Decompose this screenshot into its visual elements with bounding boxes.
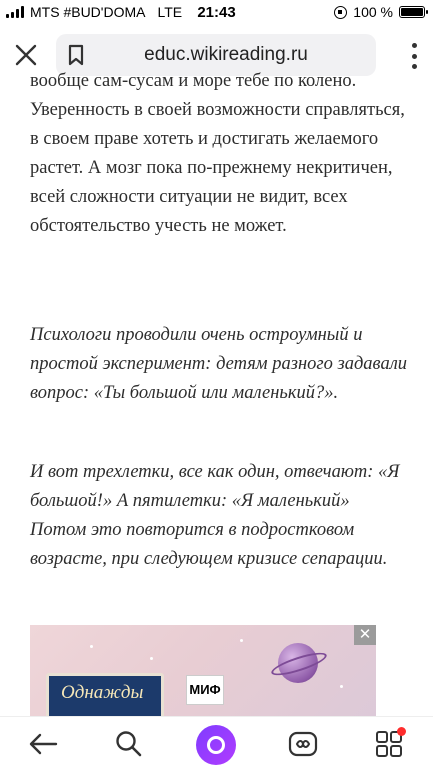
battery-level bbox=[401, 8, 423, 16]
ad-close-button[interactable]: ✕ bbox=[354, 625, 376, 645]
book-title: Однажды bbox=[61, 682, 144, 703]
status-time: 21:43 bbox=[197, 4, 236, 21]
status-left bbox=[6, 4, 182, 20]
star-decoration bbox=[240, 639, 243, 642]
star-decoration bbox=[150, 657, 153, 660]
notification-dot bbox=[397, 727, 406, 736]
ad-banner[interactable] bbox=[30, 625, 376, 723]
back-arrow-icon[interactable] bbox=[26, 727, 60, 761]
services-grid-icon[interactable] bbox=[372, 727, 406, 761]
article-paragraph: вообще сам-сусам и море тебе по колено. Уверенность в своей возможности справляться, в своем праве хотеть и достигать желаемого растет. А мозг пока по-прежнему некритичен, всей сложности ситуации не видит, всех обстоятельство учесть не может. bbox=[30, 71, 405, 236]
article-paragraph-italic: И вот трехлетки, все как один, отвечают: «Я большой!» А пятилетки: «Я маленький» Потом это повторится в подростковом возрасте, при следующем кризисе сепарации. bbox=[30, 462, 400, 569]
article-content bbox=[0, 71, 433, 616]
close-icon[interactable] bbox=[14, 43, 38, 67]
more-vertical-icon[interactable] bbox=[409, 43, 419, 69]
battery-percent: 100 % bbox=[353, 4, 393, 20]
network-type: LTE bbox=[157, 4, 183, 20]
tabs-icon[interactable] bbox=[286, 727, 320, 761]
battery-icon bbox=[399, 6, 425, 18]
status-right bbox=[334, 4, 425, 20]
article-paragraph-italic: Психологи проводили очень остроумный и простой эксперимент: детям разного задавали вопрос: «Ты большой или маленький?». bbox=[30, 325, 408, 403]
url-text[interactable]: educ.wikireading.ru bbox=[144, 44, 308, 65]
star-decoration bbox=[90, 645, 93, 648]
bottom-navigation bbox=[0, 716, 433, 770]
star-decoration bbox=[340, 685, 343, 688]
orientation-lock-icon bbox=[334, 6, 347, 19]
search-icon[interactable] bbox=[112, 727, 146, 761]
carrier-name: MTS #BUD'DOMA bbox=[30, 4, 146, 20]
status-bar bbox=[0, 0, 433, 24]
publisher-logo: МИФ bbox=[186, 675, 224, 705]
signal-strength-icon bbox=[6, 6, 24, 18]
alice-assistant-icon[interactable] bbox=[194, 723, 238, 767]
